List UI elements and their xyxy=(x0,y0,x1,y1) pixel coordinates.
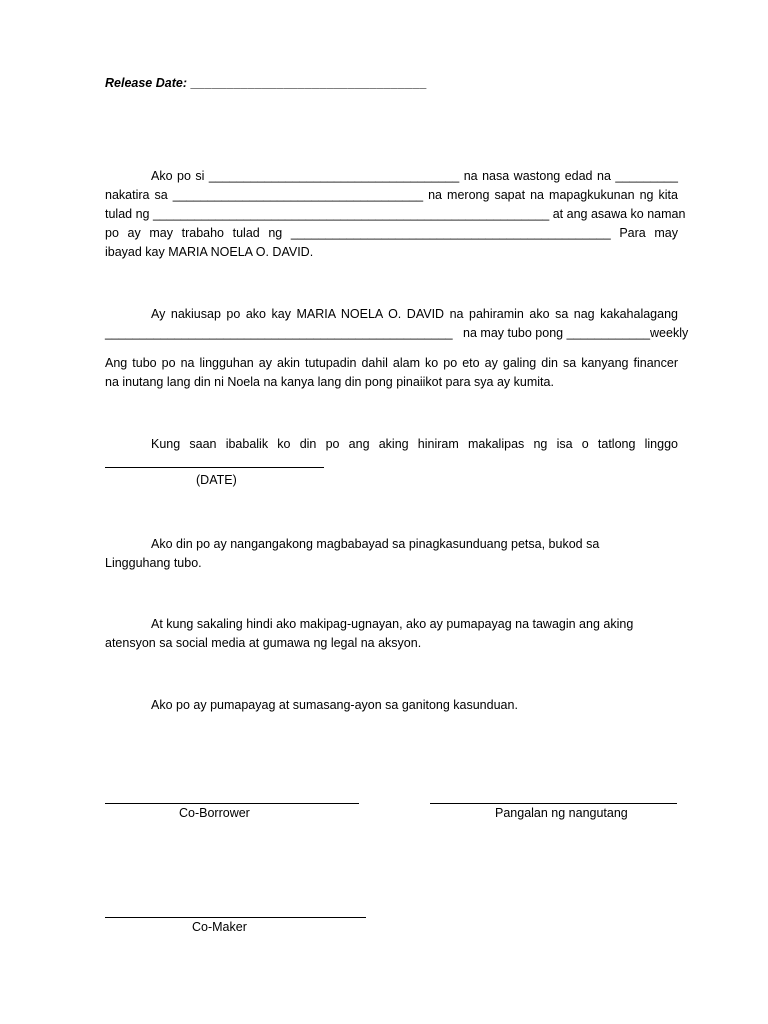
para3-line2: na inutang lang din ni Noela na kanya lang din pong pinaiikot para sya ay kumita. xyxy=(105,375,554,389)
paragraph-agreement xyxy=(105,696,678,715)
paragraph-legal-action xyxy=(105,615,678,653)
para1-line5: ibayad kay MARIA NOELA O. DAVID. xyxy=(105,245,314,259)
release-date-label: Release Date: xyxy=(105,76,187,90)
para1-line4: po ay may trabaho tulad ng ______________________________________________ Para may xyxy=(105,226,678,240)
release-date xyxy=(105,76,427,90)
paragraph-promise xyxy=(105,535,678,573)
para6-line1: At kung sakaling hindi ako makipag-ugnayan, ako ay pumapayag na tawagin ang aking xyxy=(151,617,634,631)
release-date-blank: _________________________________ xyxy=(190,76,427,90)
borrower-signature-line xyxy=(430,803,677,804)
para5-line2: Lingguhang tubo. xyxy=(105,556,202,570)
co-borrower-signature-line xyxy=(105,803,359,804)
paragraph-borrower-info xyxy=(105,167,686,262)
paragraph-interest xyxy=(105,354,678,392)
paragraph-return-date xyxy=(105,435,678,454)
date-blank-line xyxy=(105,467,324,468)
para5-line1: Ako din po ay nangangakong magbabayad sa pinagkasunduang petsa, bukod sa xyxy=(151,537,600,551)
para3-line1: Ang tubo po na lingguhan ay akin tutupadin dahil alam ko po eto ay galing din sa kanyang financer xyxy=(105,356,678,370)
para1-line2: nakatira sa ____________________________________ na merong sapat na mapagkukunan ng kita xyxy=(105,188,678,202)
para1-line1: Ako po si ____________________________________ na nasa wastong edad na _________ xyxy=(151,169,678,183)
paragraph-loan-request xyxy=(105,305,689,343)
para6-line2: atensyon sa social media at gumawa ng legal na aksyon. xyxy=(105,636,422,650)
co-maker-signature-line xyxy=(105,917,366,918)
co-maker-label: Co-Maker xyxy=(192,920,247,934)
co-borrower-label: Co-Borrower xyxy=(179,806,250,820)
para2-line1: Ay nakiusap po ako kay MARIA NOELA O. DAVID na pahiramin ako sa nag kakahalagang xyxy=(151,307,678,321)
para4-line1: Kung saan ibabalik ko din po ang aking hiniram makalipas ng isa o tatlong linggo xyxy=(151,437,678,451)
borrower-label: Pangalan ng nangutang xyxy=(495,806,628,820)
date-label: (DATE) xyxy=(196,473,237,487)
para2-line2: __________________________________________________ na may tubo pong ____________weekly xyxy=(105,326,689,340)
para1-line3: tulad ng _________________________________________________________ at ang asawa ko naman xyxy=(105,207,686,221)
para7-line1: Ako po ay pumapayag at sumasang-ayon sa ganitong kasunduan. xyxy=(151,698,518,712)
